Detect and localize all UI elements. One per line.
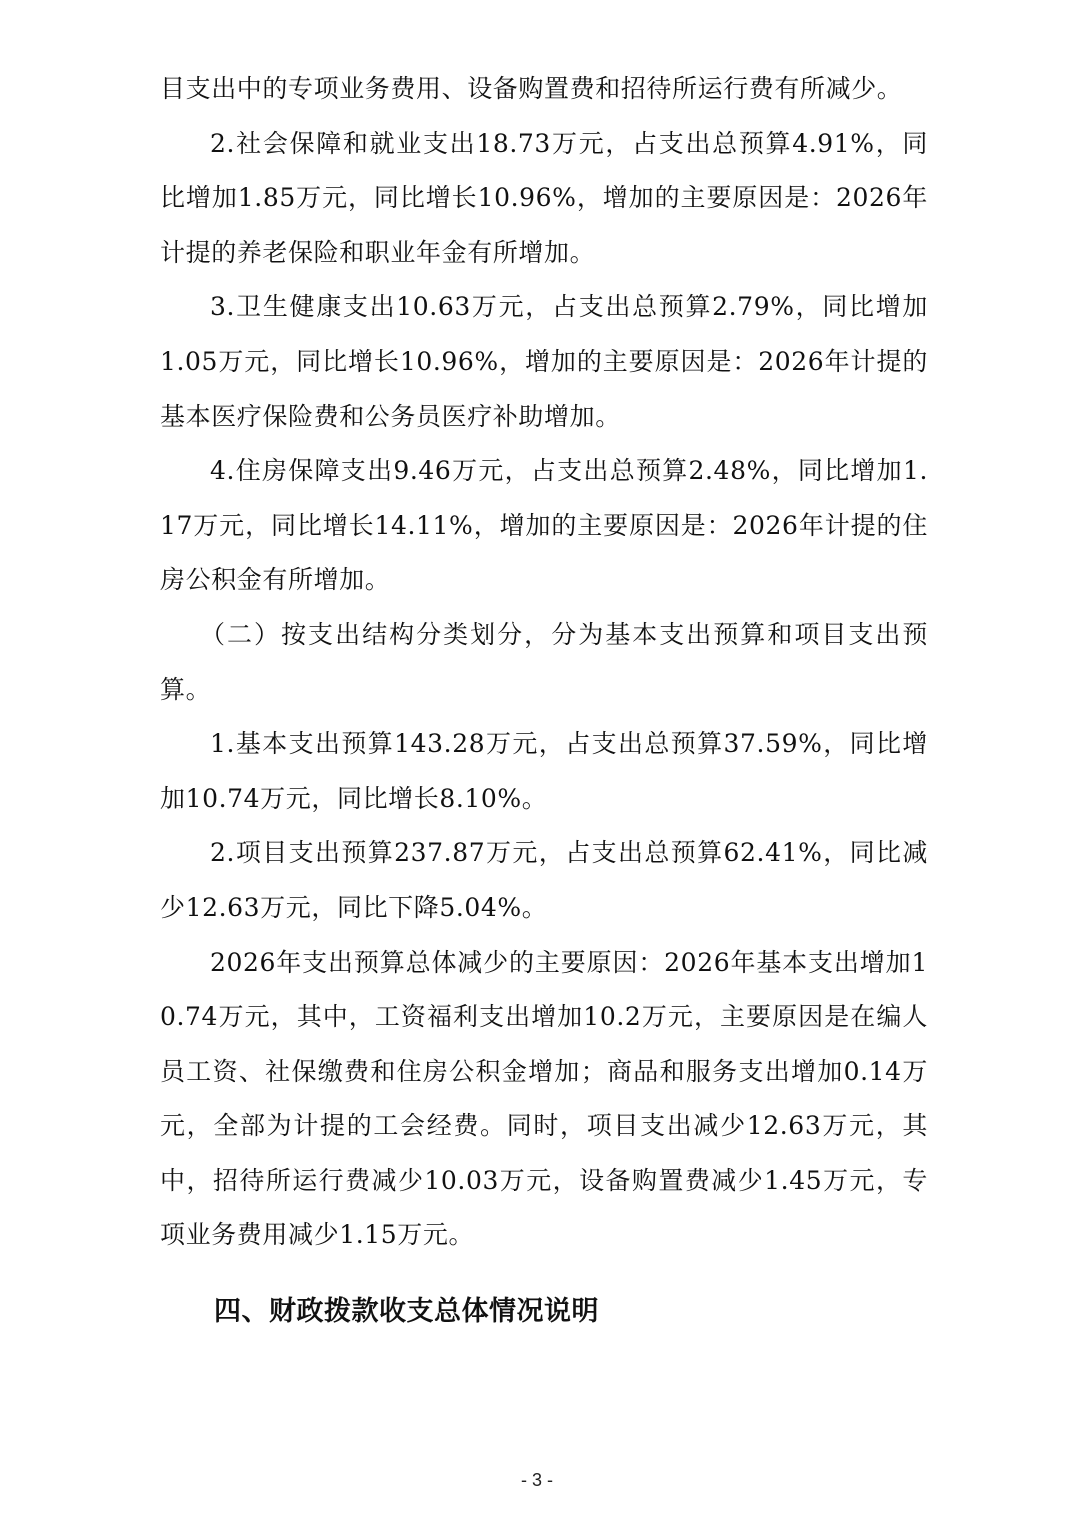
paragraph-overall-reason: 2026年支出预算总体减少的主要原因：2026年基本支出增加10.74万元，其中，工资福利支出增加10.2万元，主要原因是在编人员工资、社保缴费和住房公积金增加；商品和服务支出增加0.14万元，全部为计提的工会经费。同时，项目支出减少12.63万元，其中，招待所运行费减少10.03万元，设备购置费减少1.45万元，专项业务费用减少1.15万元。: [160, 947, 928, 1250]
paragraph-health: 3.卫生健康支出10.63万元，占支出总预算2.79%，同比增加1.05万元，同比增长10.96%，增加的主要原因是：2026年计提的基本医疗保险费和公务员医疗补助增加。: [160, 292, 928, 431]
page-number: - 3 -: [520, 1470, 553, 1490]
paragraph-project-expenditure: 2.项目支出预算237.87万元，占支出总预算62.41%，同比减少12.63万元，同比下降5.04%。: [160, 838, 928, 922]
paragraph-housing: 4.住房保障支出9.46万元，占支出总预算2.48%，同比增加1.17万元，同比增长14.11%，增加的主要原因是：2026年计提的住房公积金有所增加。: [160, 456, 928, 595]
document-body: [160, 62, 928, 1339]
paragraph-social-security: 2.社会保障和就业支出18.73万元，占支出总预算4.91%，同比增加1.85万元，同比增长10.96%，增加的主要原因是：2026年计提的养老保险和职业年金有所增加。: [160, 128, 928, 267]
paragraph-continuation: 目支出中的专项业务费用、设备购置费和招待所运行费有所减少。: [160, 74, 903, 103]
section-heading: 四、财政拨款收支总体情况说明: [214, 1296, 599, 1328]
paragraph-structure-classification: （二）按支出结构分类划分，分为基本支出预算和项目支出预算。: [160, 619, 928, 704]
paragraph-basic-expenditure: 1.基本支出预算143.28万元，占支出总预算37.59%，同比增加10.74万元，同比增长8.10%。: [160, 729, 928, 813]
